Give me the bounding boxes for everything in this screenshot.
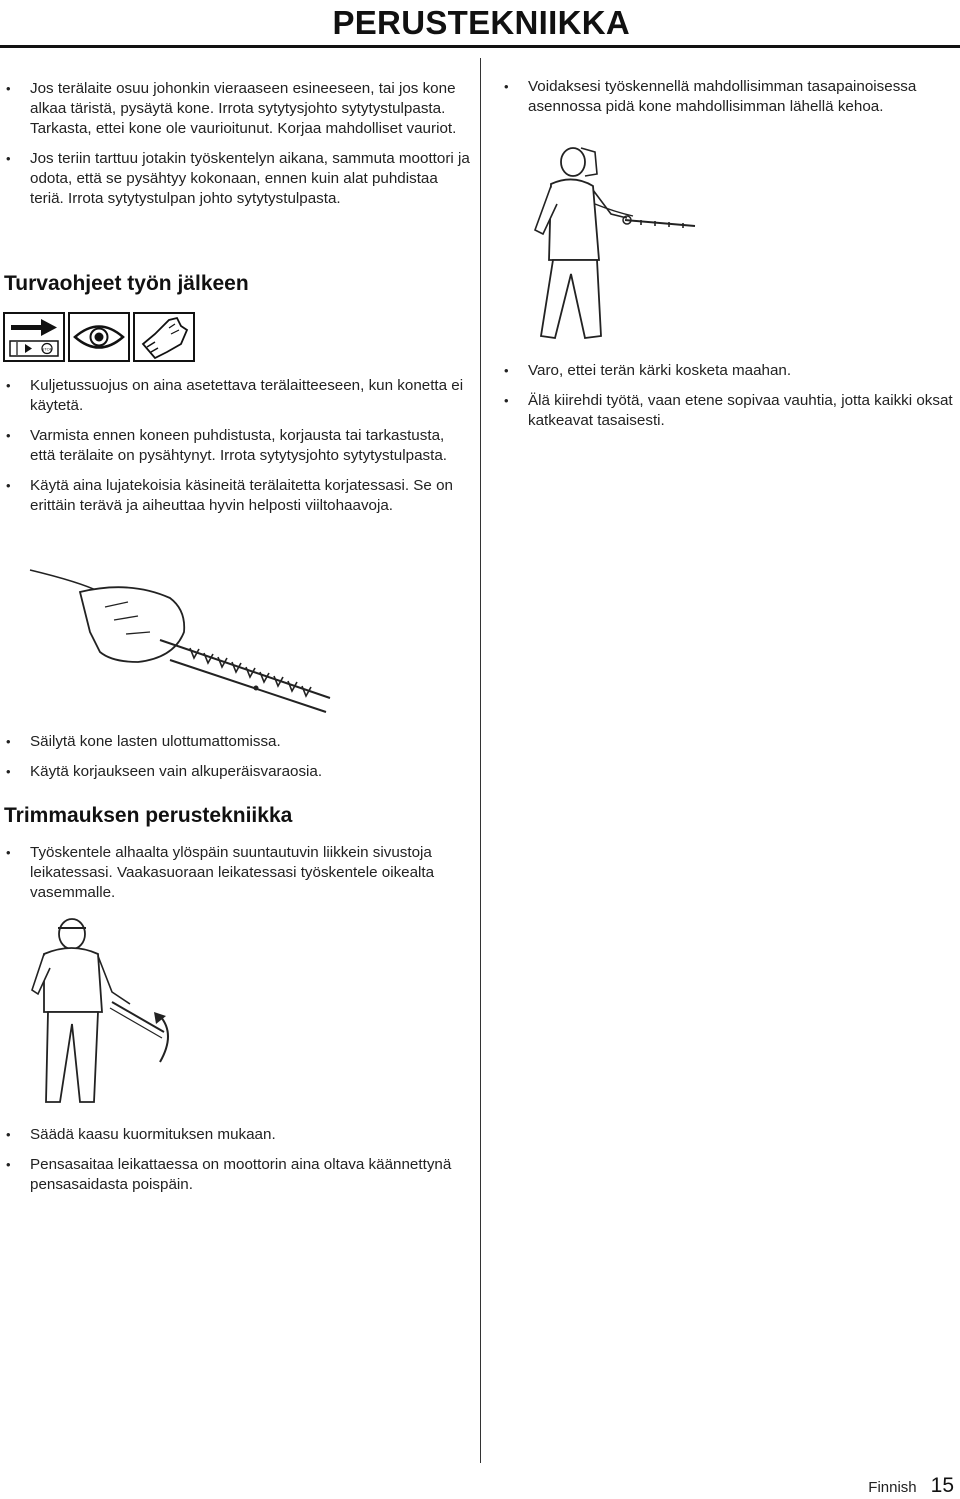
gloved-hand-blade-illustration [20,562,340,722]
protective-gloves-icon [133,312,195,362]
list-item: • Jos teriin tarttuu jotakin työskentelyn aikana, sammuta moottori ja odota, että se pysähtyy kokonaan, ennen kuin alat puhdistaa teriä. Irrota sytytystulpan johto sytytystulpasta. [0,149,470,209]
list-item: • Jos terälaite osuu johonkin vieraaseen esineeseen, tai jos kone alkaa täristä, pysäytä kone. Irrota sytytysjohto sytytystulpasta. Tarkasta, ettei kone ole vaurioitunut. Korjaa mahdolliset vauriot. [0,79,470,139]
stop-label: STOP [41,346,53,352]
list-item: • Pensasaitaa leikattaessa on moottorin aina oltava käännettynä pensasaidasta poispäin. [0,1155,470,1195]
operator-vertical-cut-illustration [20,912,180,1112]
list-item: • Varmista ennen koneen puhdistusta, korjausta tai tarkastusta, että terälaite on pysähtynyt. Irrota sytytysjohto sytytystulpasta. [0,426,470,466]
list-item: • Voidaksesi työskennellä mahdollisimman tasapainoisessa asennossa pidä kone mahdollisimman lähellä kehoa. [498,77,958,117]
list-item: • Käytä aina lujatekoisia käsineitä terälaitetta korjatessasi. Se on erittäin terävä ja aiheuttaa hyvin helposti viiltohaavoja. [0,476,470,516]
list-item: • Älä kiirehdi työtä, vaan etene sopivaa vauhtia, jotta kaikki oksat katkeavat tasaisesti. [498,391,958,431]
care-bullet-list [498,361,958,441]
list-item: • Kuljetussuojus on aina asetettava terälaitteeseen, kun konetta ei käytetä. [0,376,470,416]
safety-bullet-list [0,376,470,526]
column-divider [480,58,481,1463]
header-rule [0,45,960,48]
warning-symbol-row [3,312,198,364]
page-header [0,0,960,48]
list-item: • Varo, ettei terän kärki kosketa maahan. [498,361,958,381]
section-heading-safety-after-work: Turvaohjeet työn jälkeen [4,272,249,295]
storage-bullet-list [0,732,470,792]
intro-bullet-list [0,79,470,219]
footer-language: Finnish [868,1479,917,1496]
list-item: • Työskentele alhaalta ylöspäin suuntautuvin liikkein sivustoja leikatessasi. Vaakasuoraan leikatessasi työskentele oikealta vasemmalle. [0,843,470,903]
balance-bullet-list [498,77,958,127]
section-heading-basic-trimming: Trimmauksen perustekniikka [4,804,293,827]
list-item: • Säädä kaasu kuormituksen mukaan. [0,1125,470,1145]
throttle-bullet-list [0,1125,470,1205]
page-footer [868,1474,954,1498]
page-title: PERUSTEKNIIKKA [332,4,630,41]
list-item: • Säilytä kone lasten ulottumattomissa. [0,732,470,752]
trimming-bullet-list [0,843,470,913]
operator-horizontal-cut-illustration [515,140,705,350]
transport-guard-icon [3,312,65,362]
read-manual-eye-icon [68,312,130,362]
page-number: 15 [930,1474,954,1497]
list-item: • Käytä korjaukseen vain alkuperäisvaraosia. [0,762,470,782]
